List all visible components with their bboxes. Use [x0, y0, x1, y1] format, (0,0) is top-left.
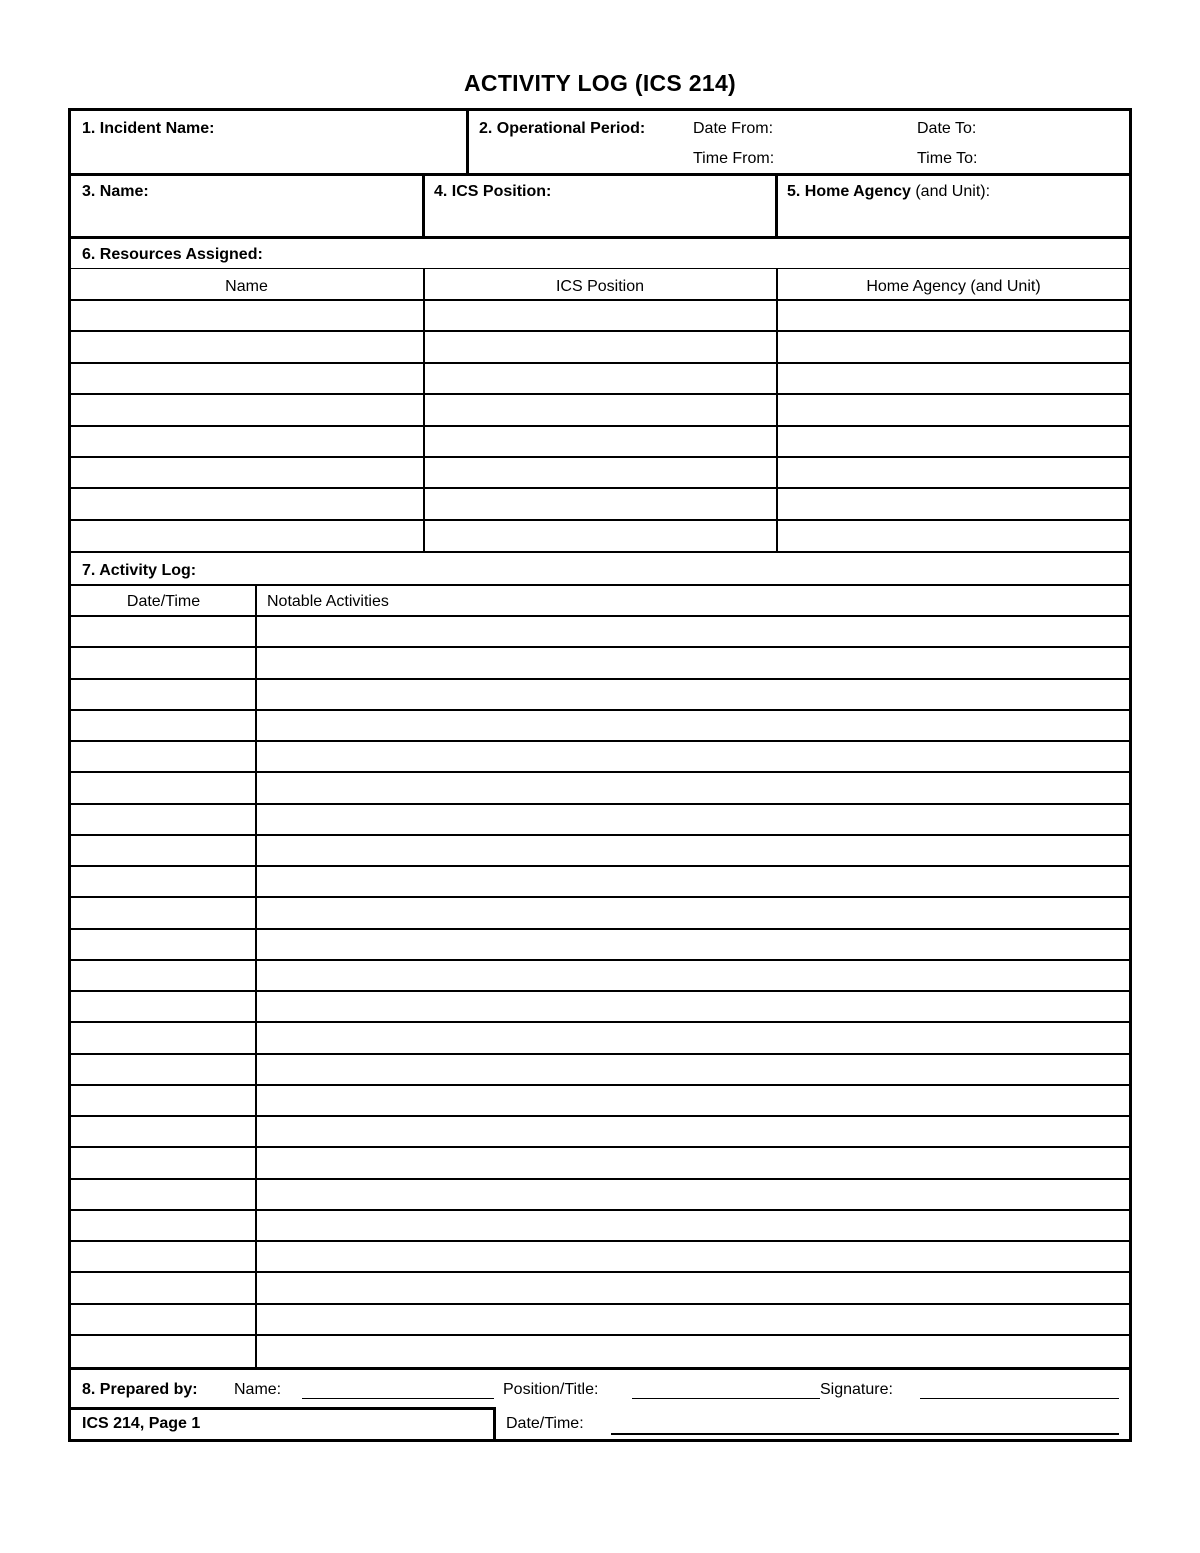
resource-home-agency-cell[interactable]	[778, 521, 1129, 550]
resource-ics-position-cell[interactable]	[425, 301, 776, 330]
resource-ics-position-cell[interactable]	[425, 395, 776, 424]
activity-datetime-cell[interactable]	[71, 1148, 255, 1177]
activity-notable-cell[interactable]	[257, 1336, 1129, 1365]
date-to-label: Date To:	[917, 120, 977, 137]
activity-datetime-cell[interactable]	[71, 992, 255, 1021]
activity-datetime-cell[interactable]	[71, 961, 255, 990]
prepared-name-label: Name:	[234, 1381, 282, 1398]
activity-notable-cell[interactable]	[257, 805, 1129, 834]
resource-ics-position-cell[interactable]	[425, 521, 776, 550]
resource-name-cell[interactable]	[71, 332, 423, 361]
activity-datetime-cell[interactable]	[71, 1305, 255, 1334]
activity-notable-cell[interactable]	[257, 742, 1129, 771]
activity-datetime-cell[interactable]	[71, 1180, 255, 1209]
activity-col-notable: Notable Activities	[267, 593, 389, 610]
incident-name-field[interactable]	[71, 111, 466, 173]
position-title-field[interactable]	[632, 1376, 820, 1400]
activity-col-datetime: Date/Time	[126, 593, 201, 610]
activity-notable-cell[interactable]	[257, 1148, 1129, 1177]
resource-name-cell[interactable]	[71, 427, 423, 456]
operational-period-label: 2. Operational Period:	[479, 120, 646, 137]
resources-assigned-label: 6. Resources Assigned:	[82, 246, 263, 263]
ics-position-field[interactable]	[425, 176, 775, 238]
resource-name-cell[interactable]	[71, 395, 423, 424]
activity-datetime-cell[interactable]	[71, 1211, 255, 1240]
resource-ics-position-cell[interactable]	[425, 332, 776, 361]
activity-datetime-cell[interactable]	[71, 1023, 255, 1052]
resource-home-agency-cell[interactable]	[778, 332, 1129, 361]
activity-notable-cell[interactable]	[257, 617, 1129, 646]
activity-datetime-cell[interactable]	[71, 805, 255, 834]
name-label: 3. Name:	[82, 183, 149, 200]
operational-period-field[interactable]	[469, 111, 1129, 173]
divider	[71, 268, 1129, 269]
ics-214-form	[68, 108, 1132, 1442]
activity-datetime-cell[interactable]	[71, 617, 255, 646]
activity-notable-cell[interactable]	[257, 1273, 1129, 1302]
activity-datetime-cell[interactable]	[71, 773, 255, 802]
activity-notable-cell[interactable]	[257, 680, 1129, 709]
activity-notable-cell[interactable]	[257, 1055, 1129, 1084]
divider	[493, 1407, 496, 1442]
signature-field[interactable]	[920, 1376, 1119, 1400]
position-title-label: Position/Title:	[503, 1381, 599, 1398]
activity-notable-cell[interactable]	[257, 961, 1129, 990]
activity-notable-cell[interactable]	[257, 1305, 1129, 1334]
resource-home-agency-cell[interactable]	[778, 395, 1129, 424]
activity-datetime-cell[interactable]	[71, 898, 255, 927]
name-field[interactable]	[71, 176, 422, 238]
activity-notable-cell[interactable]	[257, 1086, 1129, 1115]
signature-label: Signature:	[820, 1381, 893, 1398]
activity-notable-cell[interactable]	[257, 648, 1129, 677]
form-title: ACTIVITY LOG (ICS 214)	[464, 70, 736, 96]
resource-home-agency-cell[interactable]	[778, 301, 1129, 330]
activity-notable-cell[interactable]	[257, 1211, 1129, 1240]
page-label: ICS 214, Page 1	[82, 1415, 201, 1432]
activity-datetime-cell[interactable]	[71, 742, 255, 771]
date-time-label: Date/Time:	[506, 1415, 584, 1432]
resource-name-cell[interactable]	[71, 521, 423, 550]
resource-home-agency-cell[interactable]	[778, 458, 1129, 487]
divider	[71, 584, 1129, 586]
resources-col-name: Name	[225, 278, 268, 295]
activity-datetime-cell[interactable]	[71, 1336, 255, 1365]
activity-notable-cell[interactable]	[257, 1180, 1129, 1209]
activity-notable-cell[interactable]	[257, 1242, 1129, 1271]
activity-notable-cell[interactable]	[257, 711, 1129, 740]
time-from-label: Time From:	[693, 150, 775, 167]
resource-home-agency-cell[interactable]	[778, 364, 1129, 393]
activity-datetime-cell[interactable]	[71, 711, 255, 740]
resources-col-ics-position: ICS Position	[555, 278, 645, 295]
resource-name-cell[interactable]	[71, 301, 423, 330]
activity-notable-cell[interactable]	[257, 867, 1129, 896]
resources-col-home-agency: Home Agency (and Unit)	[866, 278, 1041, 295]
prepared-by-label: 8. Prepared by:	[82, 1381, 198, 1398]
resource-name-cell[interactable]	[71, 364, 423, 393]
divider	[71, 1367, 1129, 1370]
activity-datetime-cell[interactable]	[71, 680, 255, 709]
resource-home-agency-cell[interactable]	[778, 489, 1129, 518]
activity-datetime-cell[interactable]	[71, 1117, 255, 1146]
activity-notable-cell[interactable]	[257, 1023, 1129, 1052]
home-agency-label-bold: 5. Home Agency	[787, 183, 911, 200]
resource-home-agency-cell[interactable]	[778, 427, 1129, 456]
activity-datetime-cell[interactable]	[71, 930, 255, 959]
resource-ics-position-cell[interactable]	[425, 364, 776, 393]
divider	[71, 551, 1129, 553]
activity-datetime-cell[interactable]	[71, 1086, 255, 1115]
activity-notable-cell[interactable]	[257, 930, 1129, 959]
activity-notable-cell[interactable]	[257, 898, 1129, 927]
time-to-label: Time To:	[917, 150, 978, 167]
date-time-field[interactable]	[611, 1411, 1119, 1435]
activity-notable-cell[interactable]	[257, 1117, 1129, 1146]
home-agency-label-rest: (and Unit):	[910, 183, 991, 200]
activity-log-label: 7. Activity Log:	[82, 562, 197, 579]
resource-ics-position-cell[interactable]	[425, 458, 776, 487]
resource-name-cell[interactable]	[71, 489, 423, 518]
activity-datetime-cell[interactable]	[71, 836, 255, 865]
resource-ics-position-cell[interactable]	[425, 489, 776, 518]
activity-notable-cell[interactable]	[257, 773, 1129, 802]
resource-name-cell[interactable]	[71, 458, 423, 487]
incident-name-label: 1. Incident Name:	[82, 120, 215, 137]
activity-datetime-cell[interactable]	[71, 867, 255, 896]
activity-datetime-cell[interactable]	[71, 1242, 255, 1271]
activity-notable-cell[interactable]	[257, 836, 1129, 865]
divider	[71, 1407, 495, 1410]
activity-datetime-cell[interactable]	[71, 1055, 255, 1084]
home-agency-field[interactable]	[778, 176, 1129, 238]
ics-position-label: 4. ICS Position:	[434, 183, 552, 200]
activity-datetime-cell[interactable]	[71, 1273, 255, 1302]
divider	[71, 236, 1129, 239]
date-from-label: Date From:	[693, 120, 774, 137]
activity-notable-cell[interactable]	[257, 992, 1129, 1021]
resource-ics-position-cell[interactable]	[425, 427, 776, 456]
activity-datetime-cell[interactable]	[71, 648, 255, 677]
prepared-name-field[interactable]	[302, 1376, 494, 1400]
